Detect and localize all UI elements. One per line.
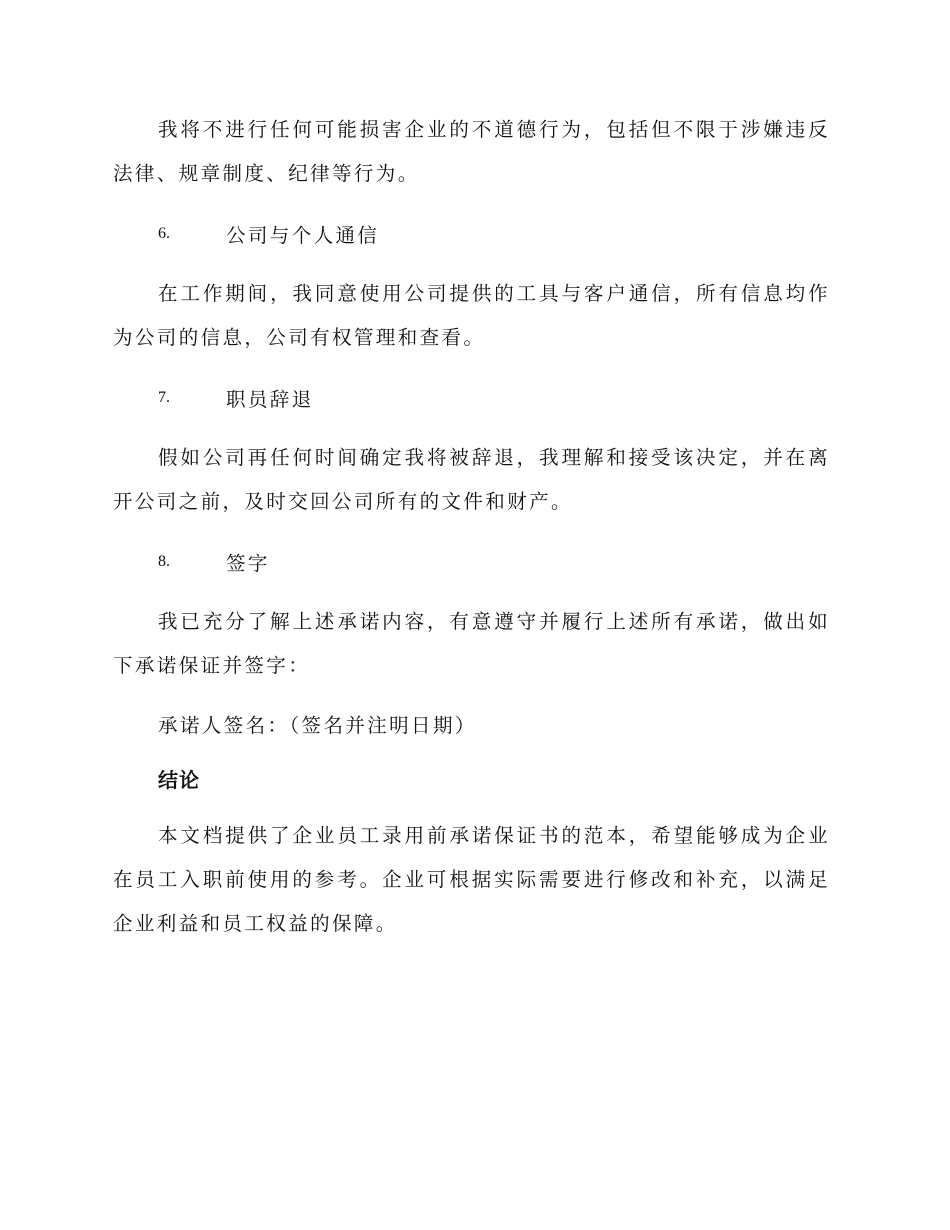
section-item-7 <box>113 376 830 420</box>
section-title: 签字 <box>226 552 270 575</box>
paragraph-signature: 我已充分了解上述承诺内容，有意遵守并履行上述所有承诺，做出如下承诺保证并签字： <box>113 610 830 677</box>
section-item-8 <box>113 540 830 584</box>
signature-line: 承诺人签名：（签名并注明日期） <box>158 714 477 737</box>
section-item-6 <box>113 212 830 256</box>
section-title: 职员辞退 <box>226 388 314 411</box>
paragraph-dismissal: 假如公司再任何时间确定我将被辞退，我理解和接受该决定，并在离开公司之前，及时交回公司所有的文件和财产。 <box>113 446 830 513</box>
paragraph-ethics: 我将不进行任何可能损害企业的不道德行为，包括但不限于涉嫌违反法律、规章制度、纪律等行为。 <box>113 118 830 185</box>
section-number: 8. <box>158 553 170 570</box>
paragraph-conclusion: 本文档提供了企业员工录用前承诺保证书的范本，希望能够成为企业在员工入职前使用的参考。企业可根据实际需要进行修改和补充，以满足企业利益和员工权益的保障。 <box>113 824 830 935</box>
section-number: 7. <box>158 389 170 406</box>
section-number: 6. <box>158 225 170 242</box>
paragraph-communication: 在工作期间，我同意使用公司提供的工具与客户通信，所有信息均作为公司的信息，公司有权管理和查看。 <box>113 282 830 349</box>
section-title: 公司与个人通信 <box>226 224 380 247</box>
conclusion-heading: 结论 <box>158 768 200 792</box>
